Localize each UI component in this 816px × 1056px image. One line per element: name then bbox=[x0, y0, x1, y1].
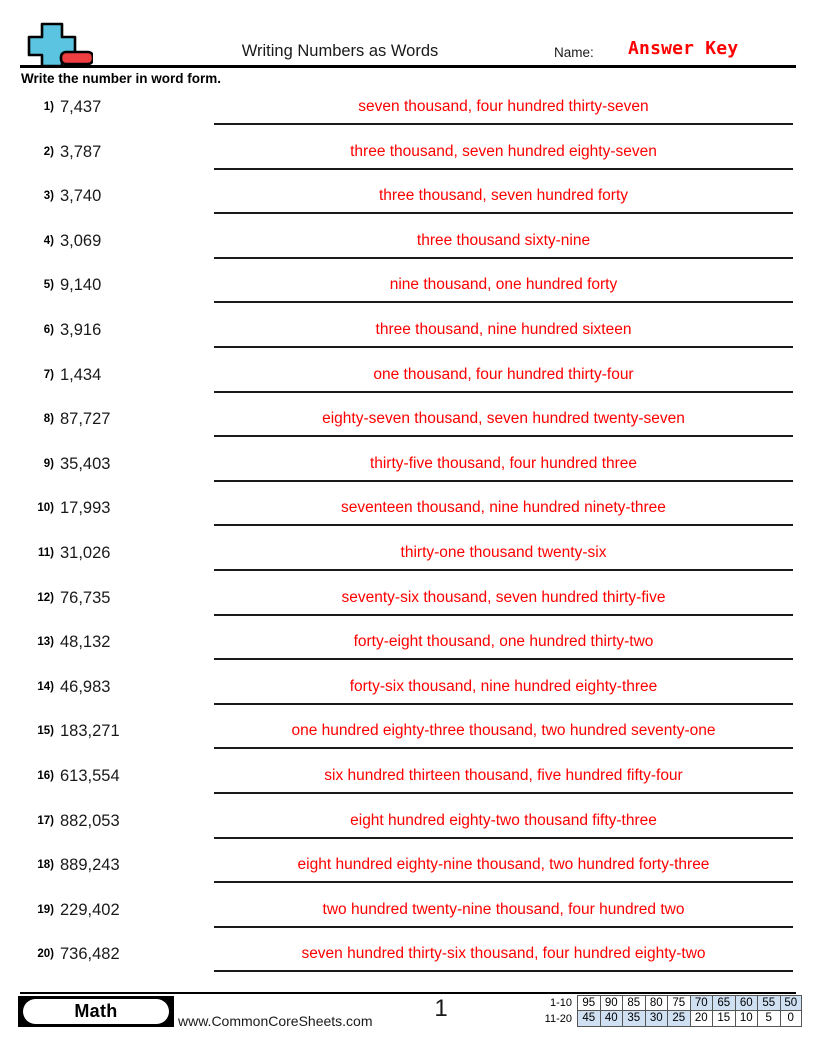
problem-row bbox=[0, 716, 816, 761]
problem-index: 6) bbox=[43, 323, 54, 336]
score-cell: 45 bbox=[577, 1011, 600, 1027]
footer-divider bbox=[20, 992, 796, 994]
problem-row bbox=[0, 404, 816, 449]
problem-index: 1) bbox=[43, 101, 54, 113]
score-table bbox=[530, 995, 802, 1027]
problem-index: 13) bbox=[37, 636, 54, 649]
answer-slot[interactable] bbox=[214, 716, 793, 749]
answer-text: forty-eight thousand, one hundred thirty-two bbox=[353, 633, 654, 651]
site-url: www.CommonCoreSheets.com bbox=[178, 1013, 373, 1029]
problem-row bbox=[0, 672, 816, 717]
problem-row bbox=[0, 583, 816, 628]
score-cell: 30 bbox=[645, 1011, 668, 1027]
problem-row bbox=[0, 270, 816, 315]
problem-index: 5) bbox=[43, 279, 54, 292]
problem-index: 8) bbox=[43, 413, 54, 426]
problem-number: 35,403 bbox=[60, 454, 111, 473]
score-cell: 60 bbox=[735, 995, 758, 1011]
score-cell: 15 bbox=[712, 1011, 735, 1027]
plus-minus-logo-icon bbox=[21, 22, 93, 66]
problem-row bbox=[0, 449, 816, 494]
answer-text: one hundred eighty-three thousand, two hundred seventy-one bbox=[291, 722, 716, 740]
problem-row bbox=[0, 895, 816, 940]
problem-row bbox=[0, 939, 816, 984]
answer-text: seven hundred thirty-six thousand, four hundred eighty-two bbox=[301, 945, 706, 963]
answer-slot[interactable] bbox=[214, 493, 793, 526]
score-range-label: 1-10 bbox=[549, 997, 572, 1009]
answer-text: three thousand, nine hundred sixteen bbox=[375, 320, 632, 338]
problem-index: 12) bbox=[37, 591, 54, 604]
score-cell: 40 bbox=[600, 1011, 623, 1027]
answer-slot[interactable] bbox=[214, 92, 793, 125]
problem-number: 889,243 bbox=[60, 856, 120, 875]
problem-row bbox=[0, 226, 816, 271]
answer-slot[interactable] bbox=[214, 627, 793, 660]
subject-badge-pill bbox=[23, 999, 169, 1024]
answer-text: two hundred twenty-nine thousand, four hundred two bbox=[322, 900, 685, 918]
answer-slot[interactable] bbox=[214, 137, 793, 170]
problem-number: 7,437 bbox=[60, 98, 102, 116]
answer-text: seventeen thousand, nine hundred ninety-three bbox=[341, 499, 666, 517]
worksheet-header bbox=[0, 0, 816, 68]
problem-row bbox=[0, 137, 816, 182]
problem-number: 736,482 bbox=[60, 945, 120, 964]
problem-number: 3,740 bbox=[60, 187, 102, 206]
answer-text: seven thousand, four hundred thirty-seven bbox=[358, 98, 649, 115]
answer-slot[interactable] bbox=[214, 850, 793, 883]
answer-slot[interactable] bbox=[214, 761, 793, 794]
score-cell: 10 bbox=[735, 1011, 758, 1027]
score-cell: 65 bbox=[712, 995, 735, 1011]
problem-index: 10) bbox=[37, 502, 54, 515]
score-cell: 5 bbox=[757, 1011, 780, 1027]
score-cell: 80 bbox=[645, 995, 668, 1011]
problem-number: 3,787 bbox=[60, 142, 102, 161]
answer-text: eighty-seven thousand, seven hundred twenty-seven bbox=[322, 410, 685, 428]
answer-slot[interactable] bbox=[214, 226, 793, 259]
score-cells bbox=[577, 995, 802, 1011]
problem-row bbox=[0, 360, 816, 405]
name-label: Name: bbox=[554, 45, 594, 60]
problem-index: 3) bbox=[43, 190, 54, 203]
problem-number: 183,271 bbox=[60, 722, 120, 741]
problem-index: 20) bbox=[37, 948, 54, 961]
answer-slot[interactable] bbox=[214, 315, 793, 348]
header-divider bbox=[20, 65, 796, 68]
problem-index: 9) bbox=[43, 457, 54, 470]
problem-number: 3,069 bbox=[60, 231, 102, 250]
problem-index: 19) bbox=[37, 903, 54, 916]
subject-badge-label: Math bbox=[74, 1001, 118, 1021]
worksheet-footer bbox=[0, 990, 816, 1056]
problem-row bbox=[0, 850, 816, 895]
answer-slot[interactable] bbox=[214, 939, 793, 972]
answer-text: nine thousand, one hundred forty bbox=[389, 276, 618, 294]
score-cell: 55 bbox=[757, 995, 780, 1011]
problem-row bbox=[0, 315, 816, 360]
score-cell: 50 bbox=[780, 995, 803, 1011]
problem-number: 17,993 bbox=[60, 499, 111, 518]
problem-row bbox=[0, 627, 816, 672]
answer-text: one thousand, four hundred thirty-four bbox=[373, 365, 634, 383]
answer-text: three thousand, seven hundred forty bbox=[378, 187, 629, 205]
problem-index: 18) bbox=[37, 859, 54, 872]
answer-text: seventy-six thousand, seven hundred thirty-five bbox=[341, 588, 666, 606]
subject-badge bbox=[18, 996, 174, 1027]
answer-text: eight hundred eighty-two thousand fifty-three bbox=[350, 811, 657, 829]
answer-slot[interactable] bbox=[214, 181, 793, 214]
answer-text: three thousand sixty-nine bbox=[416, 231, 591, 249]
score-row bbox=[530, 1011, 802, 1027]
answer-slot[interactable] bbox=[214, 895, 793, 928]
answer-slot[interactable] bbox=[214, 449, 793, 482]
problem-number: 76,735 bbox=[60, 588, 111, 607]
problem-row bbox=[0, 761, 816, 806]
problem-index: 2) bbox=[43, 145, 54, 158]
score-cell: 95 bbox=[577, 995, 600, 1011]
score-cell: 75 bbox=[667, 995, 690, 1011]
score-cells bbox=[577, 1011, 802, 1027]
answer-text: three thousand, seven hundred eighty-seven bbox=[350, 142, 657, 160]
instruction-text: Write the number in word form. bbox=[21, 71, 222, 86]
problem-number: 87,727 bbox=[60, 410, 111, 429]
problem-list bbox=[0, 92, 816, 984]
answer-slot[interactable] bbox=[214, 404, 793, 437]
answer-text: eight hundred eighty-nine thousand, two hundred forty-three bbox=[297, 856, 710, 874]
answer-text: thirty-one thousand twenty-six bbox=[400, 543, 607, 561]
problem-row bbox=[0, 538, 816, 583]
page-number: 1 bbox=[434, 995, 448, 1022]
problem-number: 613,554 bbox=[60, 766, 120, 785]
problem-row bbox=[0, 92, 816, 137]
answer-text: forty-six thousand, nine hundred eighty-three bbox=[349, 677, 658, 695]
problem-number: 3,916 bbox=[60, 320, 102, 339]
problem-number: 46,983 bbox=[60, 677, 111, 696]
answer-slot[interactable] bbox=[214, 270, 793, 303]
problem-number: 229,402 bbox=[60, 900, 120, 919]
problem-row bbox=[0, 181, 816, 226]
score-cell: 20 bbox=[690, 1011, 713, 1027]
score-cell: 70 bbox=[690, 995, 713, 1011]
problem-number: 882,053 bbox=[60, 811, 120, 830]
answer-slot[interactable] bbox=[214, 360, 793, 393]
problem-index: 14) bbox=[37, 680, 54, 693]
answer-text: six hundred thirteen thousand, five hundred fifty-four bbox=[324, 766, 683, 784]
score-cell: 25 bbox=[667, 1011, 690, 1027]
score-cell: 0 bbox=[780, 1011, 803, 1027]
score-cell: 35 bbox=[622, 1011, 645, 1027]
problem-row bbox=[0, 493, 816, 538]
answer-slot[interactable] bbox=[214, 538, 793, 571]
answer-text: thirty-five thousand, four hundred three bbox=[369, 454, 638, 472]
problem-index: 16) bbox=[37, 769, 54, 782]
problem-index: 17) bbox=[37, 814, 54, 827]
problem-row bbox=[0, 806, 816, 851]
problem-number: 48,132 bbox=[60, 633, 111, 652]
answer-slot[interactable] bbox=[214, 583, 793, 616]
problem-index: 11) bbox=[38, 546, 54, 559]
problem-number: 1,434 bbox=[60, 365, 102, 384]
problem-index: 7) bbox=[43, 368, 54, 381]
answer-slot[interactable] bbox=[214, 806, 793, 839]
problem-index: 15) bbox=[37, 725, 54, 738]
answer-slot[interactable] bbox=[214, 672, 793, 705]
score-range-label: 11-20 bbox=[544, 1013, 572, 1025]
score-cell: 90 bbox=[600, 995, 623, 1011]
problem-number: 31,026 bbox=[60, 543, 111, 562]
score-cell: 85 bbox=[622, 995, 645, 1011]
page-title: Writing Numbers as Words bbox=[241, 42, 439, 60]
problem-number: 9,140 bbox=[60, 276, 102, 295]
score-row bbox=[530, 995, 802, 1011]
answer-key-value: Answer Key bbox=[628, 38, 739, 59]
problem-index: 4) bbox=[43, 234, 54, 247]
